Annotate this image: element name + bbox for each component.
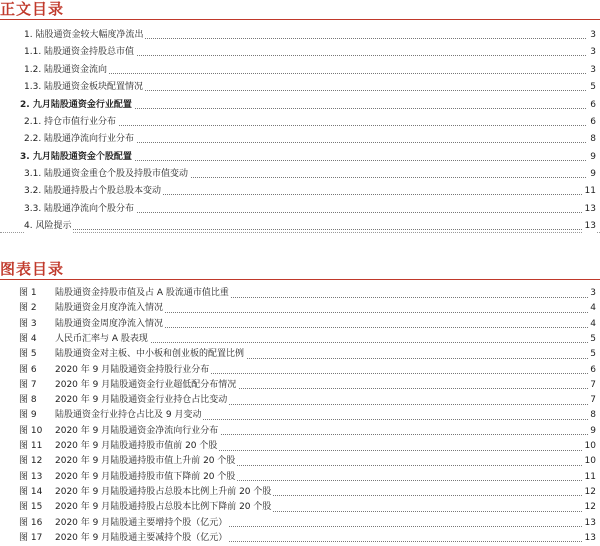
figure-entry-label: 2020 年 9 月陆股通资金持股行业分布	[55, 363, 211, 379]
figure-entry-label: 2020 年 9 月陆股通持股市值下降前 20 个股	[55, 470, 237, 486]
figure-entry-label: 2020 年 9 月陆股通主要增持个股（亿元）	[55, 516, 229, 532]
toc-entry-label: 3.3. 陆股通净流向个股分布	[24, 201, 136, 217]
figure-entry-page: 4	[588, 317, 596, 333]
toc-entry-label: 4. 风险提示	[24, 218, 73, 234]
figure-entry-label: 2020 年 9 月陆股通资金净流向行业分布	[55, 424, 220, 440]
toc-entry-page: 13	[583, 201, 596, 217]
figure-entry-number: 图 11	[19, 441, 43, 451]
figure-entry-number: 图 15	[19, 502, 43, 513]
figure-entry-number: 图 13	[19, 471, 43, 482]
figure-entry-label: 人民币汇率与 A 股表现	[55, 332, 150, 348]
figure-entry-number: 图 8	[19, 395, 37, 406]
toc-entry-page: 6	[588, 114, 596, 130]
figure-entry-label: 2020 年 9 月陆股通资金行业超低配分布情况	[55, 378, 238, 394]
figure-entry-page: 13	[583, 516, 596, 532]
toc-entry-label: 3.2. 陆股通持股占个股总股本变动	[24, 183, 163, 199]
figure-entry[interactable]	[0, 485, 600, 501]
figure-entry-page: 5	[588, 347, 596, 363]
figure-entry[interactable]	[0, 500, 600, 516]
figure-entry[interactable]	[0, 531, 600, 546]
toc-entry-label: 3. 九月陆股通资金个股配置	[20, 149, 134, 165]
toc-entry[interactable]	[0, 149, 600, 165]
figure-entry[interactable]	[0, 317, 600, 333]
toc-entry[interactable]	[0, 166, 600, 182]
figure-entry-number: 图 3	[19, 318, 37, 329]
toc-entry[interactable]	[0, 183, 600, 199]
toc-entry-page: 13	[583, 218, 596, 234]
toc-title: 正文目录	[0, 0, 65, 18]
figure-entry-page: 12	[583, 500, 596, 516]
figure-entry-page: 7	[588, 393, 596, 409]
figure-entry[interactable]	[0, 332, 600, 348]
figure-entry-number: 图 10	[19, 425, 43, 436]
toc-entry-page: 6	[588, 97, 596, 113]
figure-entry[interactable]	[0, 301, 600, 317]
toc-entry[interactable]	[0, 79, 600, 95]
figure-entry-page: 6	[588, 363, 596, 379]
toc-entry[interactable]	[0, 201, 600, 217]
toc-entry[interactable]	[0, 44, 600, 60]
figure-entry-label: 陆股通资金持股市值及占 A 股流通市值比重	[55, 286, 231, 302]
toc-entry-label: 1.1. 陆股通资金持股总市值	[24, 44, 136, 60]
toc-entry-page: 5	[588, 79, 596, 95]
figure-entry-label: 2020 年 9 月陆股通主要减持个股（亿元）	[55, 531, 229, 546]
figure-entry-page: 5	[588, 332, 596, 348]
figure-entry-label: 陆股通资金月度净流入情况	[55, 301, 165, 317]
toc-entry[interactable]	[0, 97, 600, 113]
toc-entry-label: 3.1. 陆股通资金重仓个股及持股市值变动	[24, 166, 190, 182]
figure-entry-label: 陆股通资金对主板、中小板和创业板的配置比例	[55, 347, 246, 363]
figure-entry-number: 图 5	[19, 349, 37, 360]
figure-entry-label: 2020 年 9 月陆股通持股市值上升前 20 个股	[55, 454, 237, 470]
toc-entry[interactable]	[0, 62, 600, 78]
figure-entry-label: 陆股通资金行业持仓占比及 9 月变动	[55, 408, 203, 424]
toc-entry[interactable]	[0, 114, 600, 130]
figure-entry-number: 图 4	[19, 333, 37, 344]
figure-entry-page: 8	[588, 408, 596, 424]
toc-entry-label: 1.2. 陆股通资金流向	[24, 62, 109, 78]
figure-entry[interactable]	[0, 363, 600, 379]
toc-dot-leader	[32, 229, 586, 230]
toc-entry-label: 2. 九月陆股通资金行业配置	[20, 97, 134, 113]
toc-entry-page: 9	[588, 149, 596, 165]
toc-entry-page: 3	[588, 62, 596, 78]
toc-entry-label: 1.3. 陆股通资金板块配置情况	[24, 79, 145, 95]
toc-entry-label: 1. 陆股通资金较大幅度净流出	[24, 27, 145, 43]
figure-entry-label: 2020 年 9 月陆股通资金行业持仓占比变动	[55, 393, 229, 409]
figure-entry-page: 11	[583, 470, 596, 486]
figure-entry-page: 10	[583, 454, 596, 470]
toc-entry-page: 9	[588, 166, 596, 182]
figures-title: 图表目录	[0, 260, 65, 278]
toc-entry-page: 3	[588, 44, 596, 60]
figure-entry-page: 12	[583, 485, 596, 501]
figure-entry-number: 图 2	[19, 303, 37, 314]
figure-entry[interactable]	[0, 378, 600, 394]
figure-entry-label: 2020 年 9 月陆股通持股占总股本比例上升前 20 个股	[55, 485, 273, 501]
figure-entry-page: 4	[588, 301, 596, 317]
figure-entry-page: 3	[588, 286, 596, 302]
figure-entry[interactable]	[0, 408, 600, 424]
figure-entry-number: 图 1	[19, 288, 37, 298]
toc-entry-label: 2.1. 持仓市值行业分布	[24, 114, 118, 130]
toc-entry[interactable]	[0, 27, 600, 43]
figure-entry[interactable]	[0, 424, 600, 440]
figure-entry-label: 2020 年 9 月陆股通持股市值前 20 个股	[55, 439, 219, 455]
figure-entry[interactable]	[0, 454, 600, 470]
figure-entry-number: 图 9	[19, 410, 37, 421]
figure-entry-page: 7	[588, 378, 596, 394]
figure-entry-label: 2020 年 9 月陆股通持股占总股本比例下降前 20 个股	[55, 500, 273, 516]
figures-title-rule	[0, 279, 600, 280]
figure-entry[interactable]	[0, 286, 600, 302]
toc-entry-label: 2.2. 陆股通净流向行业分布	[24, 131, 136, 147]
toc-dot-leader	[32, 73, 586, 74]
figure-entry[interactable]	[0, 347, 600, 363]
figure-entry-number: 图 12	[19, 456, 43, 467]
toc-title-rule	[0, 19, 600, 20]
figure-entry[interactable]	[0, 470, 600, 486]
figure-entry-number: 图 6	[19, 364, 37, 375]
figure-entry-page: 13	[583, 531, 596, 546]
figure-entry[interactable]	[0, 516, 600, 532]
figure-entry-number: 图 14	[19, 486, 43, 497]
figure-entry-label: 陆股通资金周度净流入情况	[55, 317, 165, 333]
figure-entry-page: 9	[588, 424, 596, 440]
figure-entry-number: 图 16	[19, 517, 43, 528]
figure-entry-number: 图 7	[19, 379, 37, 390]
toc-entry-page: 11	[583, 183, 596, 199]
figure-entry-number: 图 17	[19, 532, 43, 543]
toc-end-rule	[0, 232, 600, 233]
toc-entry-page: 3	[588, 27, 596, 43]
figure-entry-page: 10	[583, 439, 596, 455]
toc-entry[interactable]	[0, 131, 600, 147]
figure-entry[interactable]	[0, 439, 600, 455]
figure-entry[interactable]	[0, 393, 600, 409]
toc-entry-page: 8	[588, 131, 596, 147]
